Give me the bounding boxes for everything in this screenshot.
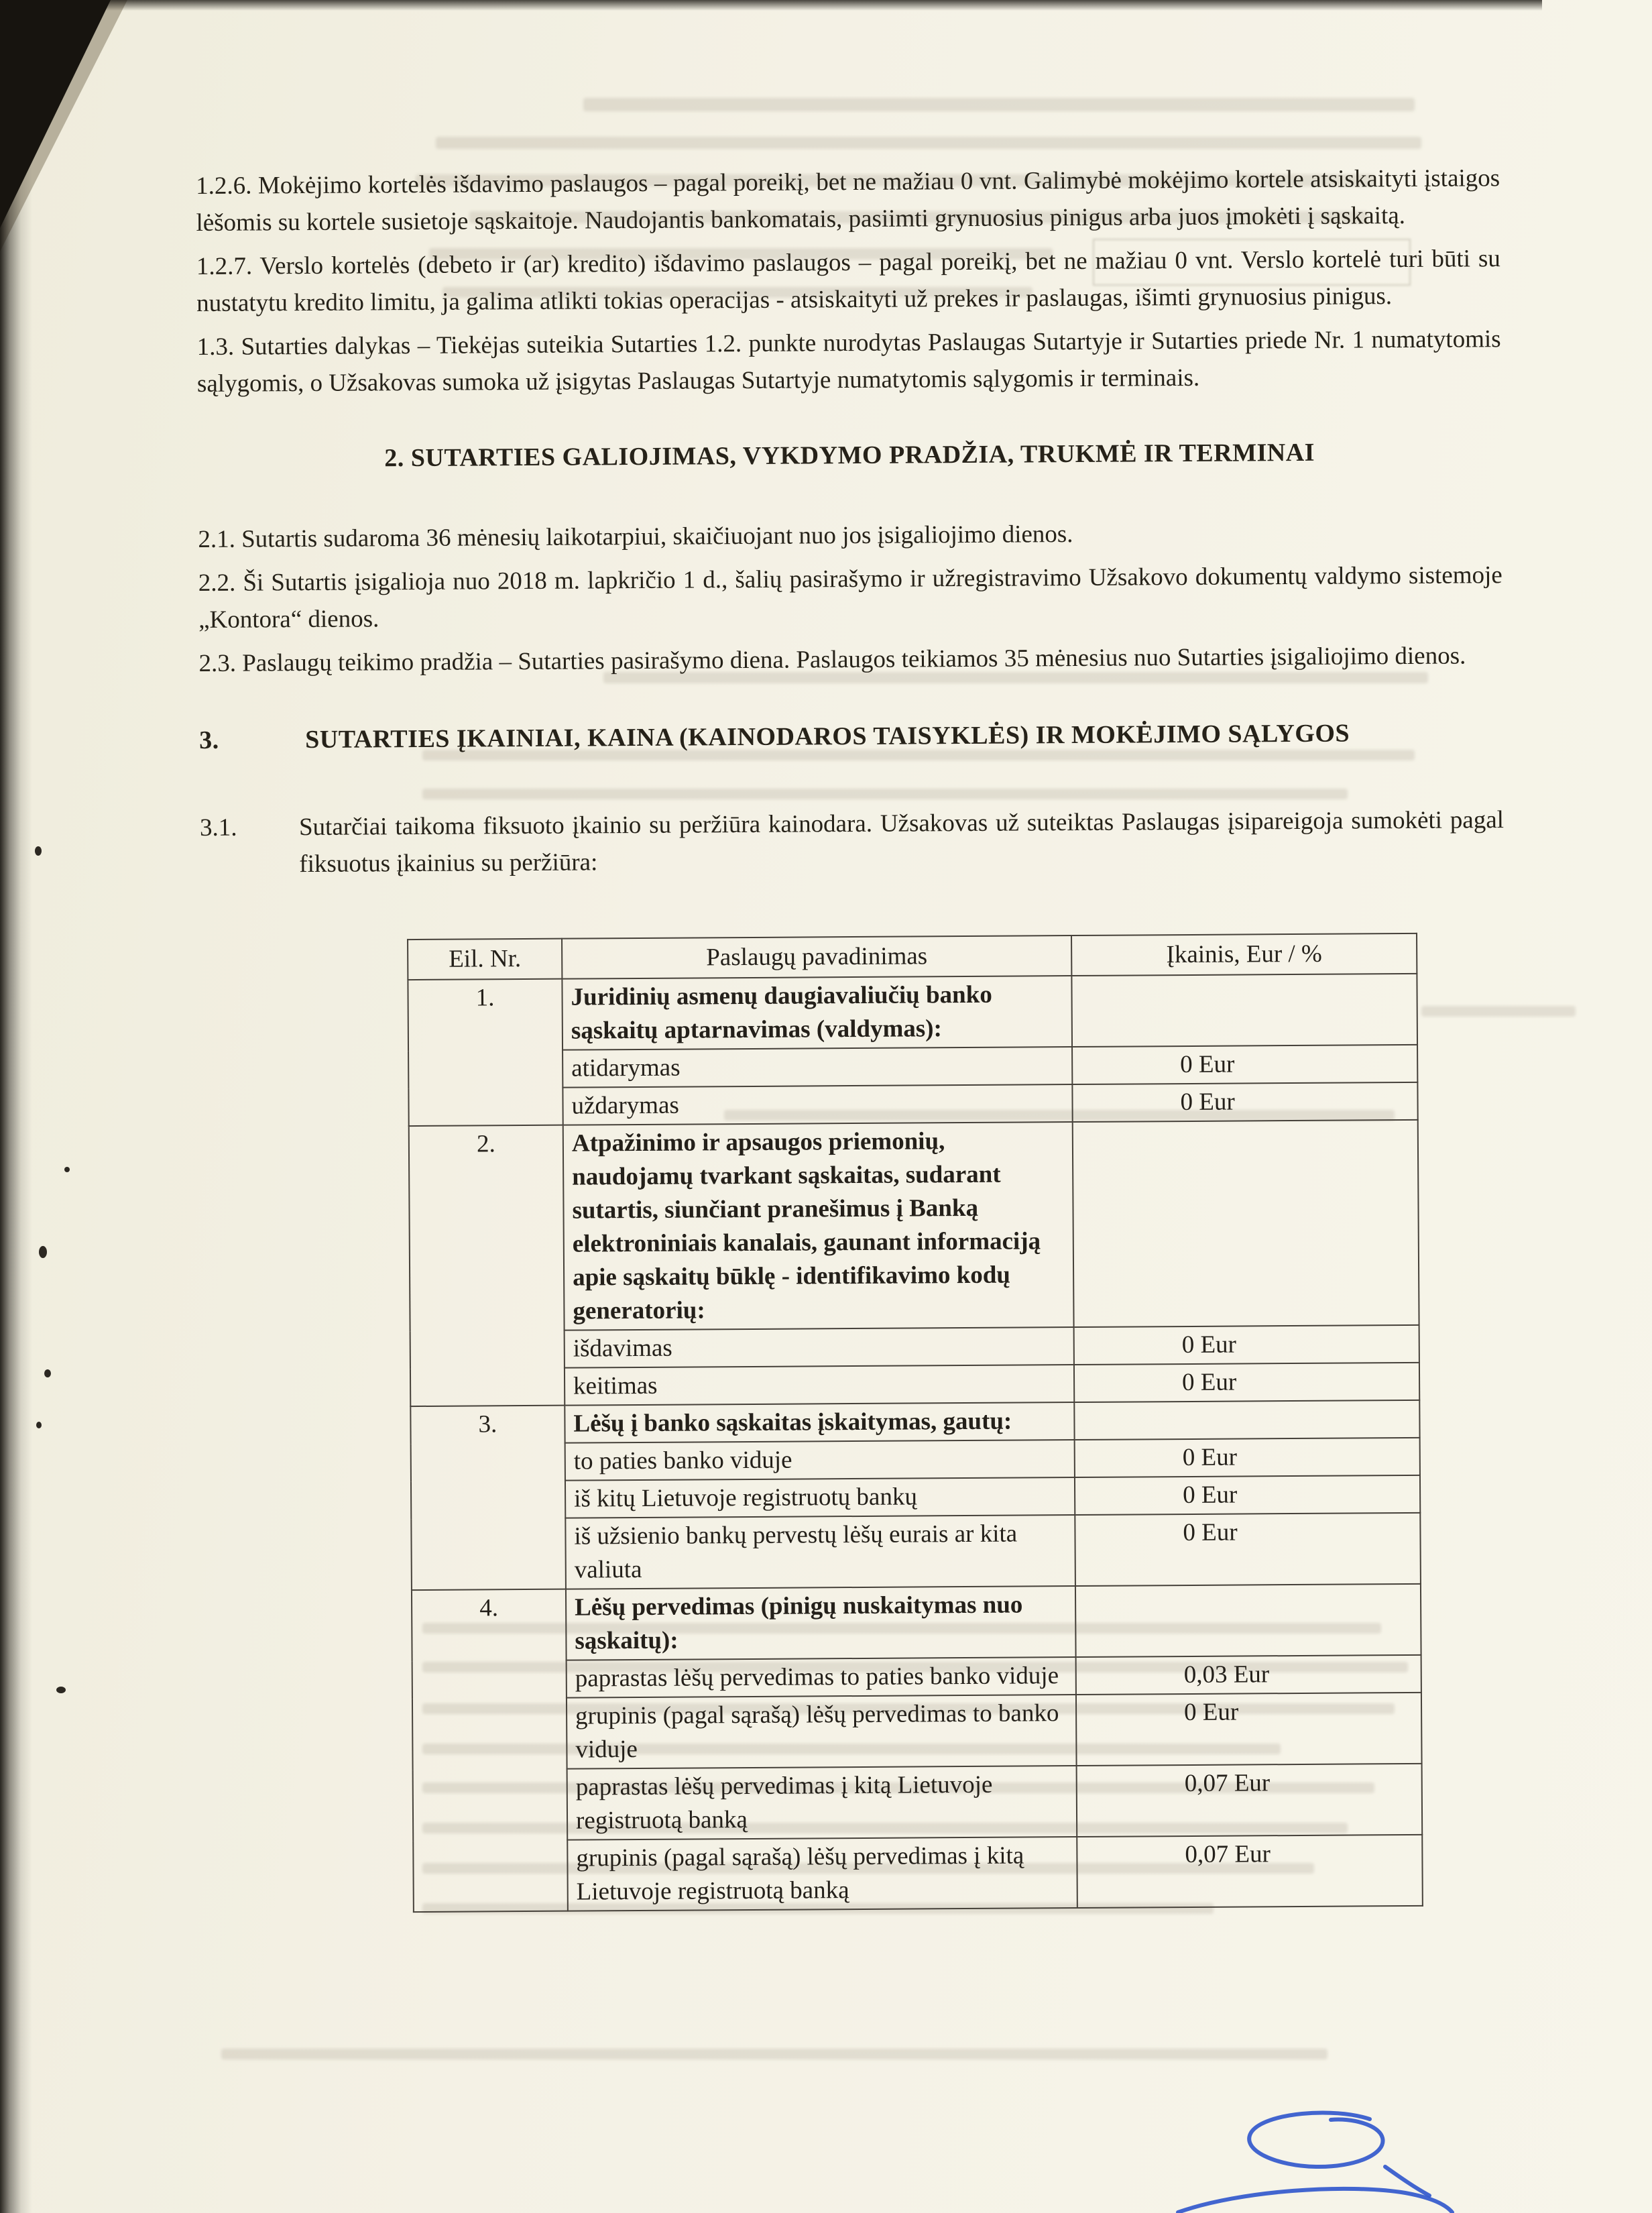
service-name: uždarymas — [563, 1084, 1072, 1125]
price-cell: 0 Eur — [1074, 1325, 1419, 1365]
table-row — [412, 1584, 1421, 1661]
corner-fold — [0, 0, 111, 228]
bleed-line — [436, 137, 1421, 149]
service-name: paprastas lėšų pervedimas to paties banko viduje — [567, 1657, 1076, 1698]
price-cell: 0 Eur — [1075, 1438, 1420, 1477]
price-cell-empty — [1075, 1584, 1421, 1657]
row-number: 2. — [409, 1125, 565, 1406]
paragraph-1-2-7: 1.2.7. Verslo kortelės (debeto ir (ar) kredito) išdavimo paslaugos – pagal poreikį, bet ne mažiau 0 vnt. Verslo kortelė turi būti su nustatytu kredito limitu, ja galima atlikti tokias operacijas - atsiskaityti už prekes ir paslaugas, išimti grynuosius pinigus. — [196, 245, 1500, 317]
service-name: išdavimas — [565, 1327, 1074, 1368]
group-title: Lėšų pervedimas (pinigų nuskaitymas nuo sąskaitų): — [566, 1586, 1076, 1660]
col-header-paslaugu-pavadinimas: Paslaugų pavadinimas — [562, 935, 1071, 979]
price-cell: 0 Eur — [1075, 1475, 1420, 1515]
section-2-heading: 2. SUTARTIES GALIOJIMAS, VYKDYMO PRADŽIA, TRUKMĖ IR TERMINAI — [384, 438, 1315, 473]
scan-speck — [64, 1167, 70, 1172]
bleed-line — [221, 2049, 1328, 2059]
row-number: 4. — [412, 1589, 568, 1912]
col-header-ikainis: Įkainis, Eur / % — [1071, 933, 1417, 976]
table-row — [410, 1400, 1419, 1444]
clause-2-1: 2.1. Sutartis sudaroma 36 mėnesių laikotarpiui, skaičiuojant nuo jos įsigaliojimo dienos. — [198, 520, 1073, 553]
service-name: iš kitų Lietuvoje registruotų bankų — [565, 1477, 1075, 1518]
pen-swoosh — [1178, 2189, 1452, 2212]
price-cell: 0 Eur — [1076, 1693, 1422, 1766]
scan-speck — [35, 846, 42, 856]
scan-speck — [39, 1246, 47, 1258]
scan-edge-top — [80, 0, 1542, 11]
section-3-title: SUTARTIES ĮKAINIAI, KAINA (KAINODAROS TAISYKLĖS) IR MOKĖJIMO SĄLYGOS — [305, 719, 1350, 754]
table-row — [408, 974, 1417, 1051]
clause-3-1 — [200, 801, 1504, 883]
paragraph-1-3: 1.3. Sutarties dalykas – Tiekėjas suteikia Sutarties 1.2. punkte nurodytas Paslaugas Sutartyje ir Sutarties priede Nr. 1 numatytomis sąlygomis, o Užsakovas sumoka už įsigytas Paslaugas Sutartyje numatytomis sąlygomis ir terminais. — [196, 325, 1501, 398]
section-3-heading — [199, 714, 1503, 759]
price-cell: 0 Eur — [1072, 1082, 1417, 1122]
service-name: grupinis (pagal sąrašą) lėšų pervedimas to banko viduje — [567, 1695, 1077, 1769]
table-row — [409, 1120, 1419, 1331]
clause-3-1-text: Sutarčiai taikoma fiksuoto įkainio su peržiūra kainodara. Užsakovas už suteiktas Paslaugas įsipareigoja sumokėti pagal fiksuotus įkainius su peržiūra: — [298, 806, 1504, 878]
price-cell: 0,03 Eur — [1076, 1655, 1421, 1695]
service-name: atidarymas — [563, 1047, 1072, 1088]
group-title: Atpažinimo ir apsaugos priemonių, naudojamų tvarkant sąskaitas, sudarant sutartis, siunčiant pranešimus į Banką elektroniniais kanalais, gaunant informaciją apie sąskaitų būklę - identifikavimo kodų generatorių: — [563, 1122, 1074, 1330]
price-cell-empty — [1071, 974, 1417, 1047]
price-cell: 0 Eur — [1072, 1045, 1417, 1084]
clause-3-1-number: 3.1. — [199, 813, 237, 842]
service-name: iš užsienio bankų pervestų lėšų eurais ar kita valiuta — [565, 1515, 1075, 1589]
service-name: keitimas — [565, 1365, 1074, 1406]
scan-edge-left — [0, 0, 32, 2213]
pen-loop — [1249, 2112, 1382, 2167]
document-body — [196, 160, 1511, 1914]
service-name: grupinis (pagal sąrašą) lėšų pervedimas į kitą Lietuvoje registruotą banką — [567, 1837, 1077, 1911]
price-cell-empty — [1074, 1400, 1419, 1440]
price-cell: 0 Eur — [1075, 1513, 1421, 1586]
row-number: 1. — [408, 979, 563, 1126]
price-cell: 0,07 Eur — [1077, 1764, 1423, 1837]
clause-2-2: 2.2. Ši Sutartis įsigalioja nuo 2018 m. lapkričio 1 d., šalių pasirašymo ir užregistravimo Užsakovo dokumentų valdymo sistemoje „Kontora“ dienos. — [198, 561, 1502, 634]
section-3-number: 3. — [199, 726, 219, 754]
service-name: paprastas lėšų pervedimas į kitą Lietuvoje registruotą banką — [567, 1766, 1077, 1840]
col-header-eil-nr: Eil. Nr. — [408, 939, 562, 980]
pen-tail — [1385, 2167, 1429, 2196]
bleed-line — [583, 98, 1415, 111]
scan-speck — [44, 1369, 51, 1377]
table-header-row — [408, 933, 1417, 980]
price-cell: 0,07 Eur — [1077, 1835, 1423, 1908]
service-name: to paties banko viduje — [565, 1440, 1075, 1481]
scan-speck — [56, 1687, 66, 1693]
paragraph-1-2-6: 1.2.6. Mokėjimo kortelės išdavimo paslaugos – pagal poreikį, bet ne mažiau 0 vnt. Galimybė mokėjimo kortele atsiskaityti įstaigos lėšomis su kortele susietoje sąskaitoje. Naudojantis bankomatais, pasiimti grynuosius pinigus arba juos įmokėti į sąskaitą. — [196, 164, 1500, 237]
price-cell: 0 Eur — [1074, 1363, 1419, 1402]
group-title: Lėšų į banko sąskaitas įskaitymas, gautų: — [565, 1402, 1074, 1443]
scan-speck — [36, 1422, 42, 1428]
price-cell-empty — [1073, 1120, 1419, 1327]
clause-2-3: 2.3. Paslaugų teikimo pradžia – Sutarties pasirašymo diena. Paslaugos teikiamos 35 mėnesius nuo Sutarties įsigaliojimo dienos. — [198, 642, 1466, 677]
pricing-table — [407, 933, 1423, 1913]
row-number: 3. — [410, 1406, 566, 1590]
group-title: Juridinių asmenų daugiavaliučių banko sąskaitų aptarnavimas (valdymas): — [562, 976, 1072, 1050]
